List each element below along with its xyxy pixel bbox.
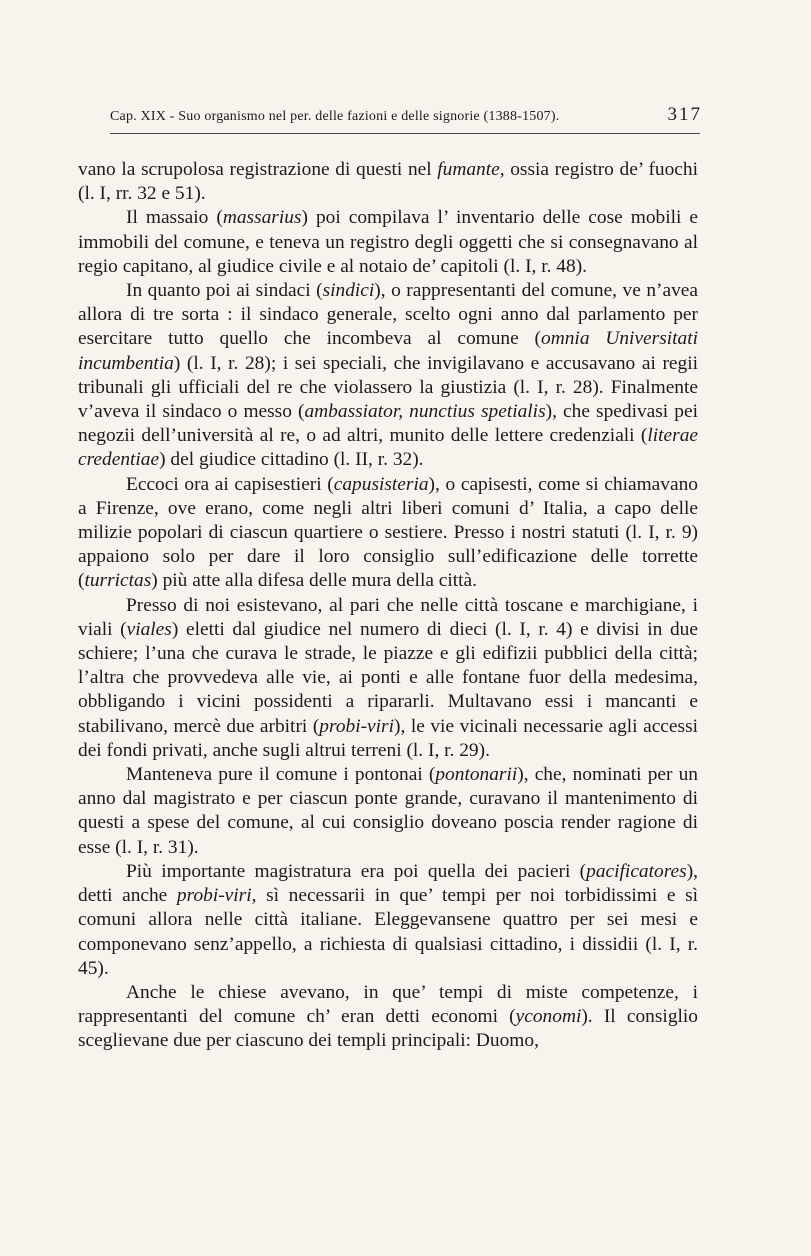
text-run: Il massaio ( — [126, 207, 223, 229]
text-run: ) (l. I, r. 28); i sei speciali, che invigilavano e accusavano ai regii tribunali gli ufficiali del re che violassero la giustizia (l. I, r. 28). Finalmente v’aveva il sindaco o messo ( — [78, 352, 698, 423]
paragraph — [78, 981, 698, 1054]
paragraph — [78, 279, 698, 473]
text-run: ) poi compilava l’ inventario delle cose mobili e immobili del comune, e teneva un registro degli oggetti che si consegnavano al regio capitano, al giudice civile e al notaio de’ capitoli (l. I, r. 48). — [78, 207, 698, 277]
italic-term: massarius — [222, 207, 302, 229]
paragraph — [78, 473, 698, 594]
paragraph — [78, 860, 698, 981]
italic-term: probi-viri — [319, 715, 394, 737]
running-title: Cap. XIX - Suo organismo nel per. delle fazioni e delle signorie (1388-1507). — [110, 109, 560, 124]
paragraph — [78, 206, 698, 279]
italic-term: ambassiator, nunctius spetialis — [304, 401, 546, 423]
text-run: In quanto poi ai sindaci ( — [126, 280, 323, 302]
page-number: 317 — [667, 104, 702, 125]
text-run: ossia registro de’ fuochi (l. I, rr. 32 e 51). — [78, 159, 698, 205]
paragraph — [78, 594, 698, 763]
italic-term: sindici — [322, 280, 375, 302]
text-run: ), le vie vicinali necessarie agli accessi dei fondi privati, anche sugli altrui terreni (l. I, r. 29). — [78, 715, 699, 761]
text-run: Eccoci ora ai capisestieri ( — [126, 473, 334, 495]
italic-term: viales — [126, 618, 172, 640]
header-rule — [110, 133, 700, 134]
text-run: ) eletti dal giudice nel numero di dieci (l. I, r. 4) e divisi in due schiere; l’una che curava le strade, le piazze e gli edifizii pubblici della città; l’altra che provvedeva alle vie, ai ponti e alle fontane fuor della medesima, obbligando i vicini possidenti a ripararli. Multavano essi i mancanti e stabilivano, mercè due arbitri ( — [78, 618, 698, 737]
text-run: ), che spedivasi pei negozii dell’università al re, o ad altri, munito delle lettere credenziali ( — [78, 401, 698, 447]
text-run: ), detti anche — [78, 860, 698, 907]
text-run: ) più atte alla difesa delle mura della città. — [151, 570, 478, 592]
text-run: Presso di noi esistevano, al pari che nelle città toscane e marchigiane, i viali ( — [78, 594, 698, 640]
paragraph — [78, 763, 698, 860]
text-run: Manteneva pure il comune i pontonai ( — [126, 764, 436, 786]
text-run: Più importante magistratura era poi quella dei pacieri ( — [126, 860, 587, 882]
body-text — [78, 158, 698, 1054]
italic-term: literae credentiae — [78, 425, 698, 471]
italic-term: capusisteria — [333, 473, 429, 495]
text-run: sì necessarii in que’ tempi per noi torbidissimi e sì comuni allora nelle città italiane. Eleggevansene quattro per sei mesi e componevano senz’appello, a richiesta di qualsiasi cittadino, i dissidii (l. I, r. 45). — [78, 885, 699, 979]
paragraph — [78, 158, 698, 206]
italic-term: pacificatores — [586, 860, 687, 882]
text-run: vano la scrupolosa registrazione di questi nel — [78, 159, 438, 180]
text-run: ), o rappresentanti del comune, ve n’avea allora di tre sorta : il sindaco generale, scelto ogni anno dal parlamento per esercitare tutto quello che incombeva al comune ( — [78, 280, 698, 350]
italic-term: pontonarii — [435, 764, 518, 786]
italic-term: omnia Universitati incumbentia — [78, 328, 698, 374]
running-head — [110, 104, 702, 126]
text-run: ), o capisesti, come si chiamavano a Firenze, ove erano, come negli altri liberi comuni d’ Italia, a capo delle milizie popolari di ciascun quartiere o sestiere. Presso i nostri statuti (l. I, r. 9) appaiono solo per dare il loro consiglio sull’edificazione delle torrette ( — [78, 473, 698, 592]
italic-term: fumante, — [437, 159, 505, 180]
text-run: Anche le chiese avevano, in que’ tempi di miste competenze, i rappresentanti del comune ch’ eran detti economi ( — [78, 981, 698, 1028]
text-run: ) del giudice cittadino (l. II, r. 32). — [159, 449, 424, 471]
italic-term: yconomi — [515, 1006, 582, 1028]
italic-term: turrictas — [84, 570, 152, 592]
italic-term: probi-viri, — [176, 885, 257, 907]
text-run: ). Il consiglio sceglievane due per ciascuno dei templi principali: Duomo, — [78, 1006, 698, 1052]
text-run: ), che, nominati per un anno dal magistrato e per ciascun ponte grande, curavano il mantenimento di questi a spese del comune, al cui consiglio doveano poscia render ragione di esse (l. I, r. 31). — [78, 764, 698, 858]
